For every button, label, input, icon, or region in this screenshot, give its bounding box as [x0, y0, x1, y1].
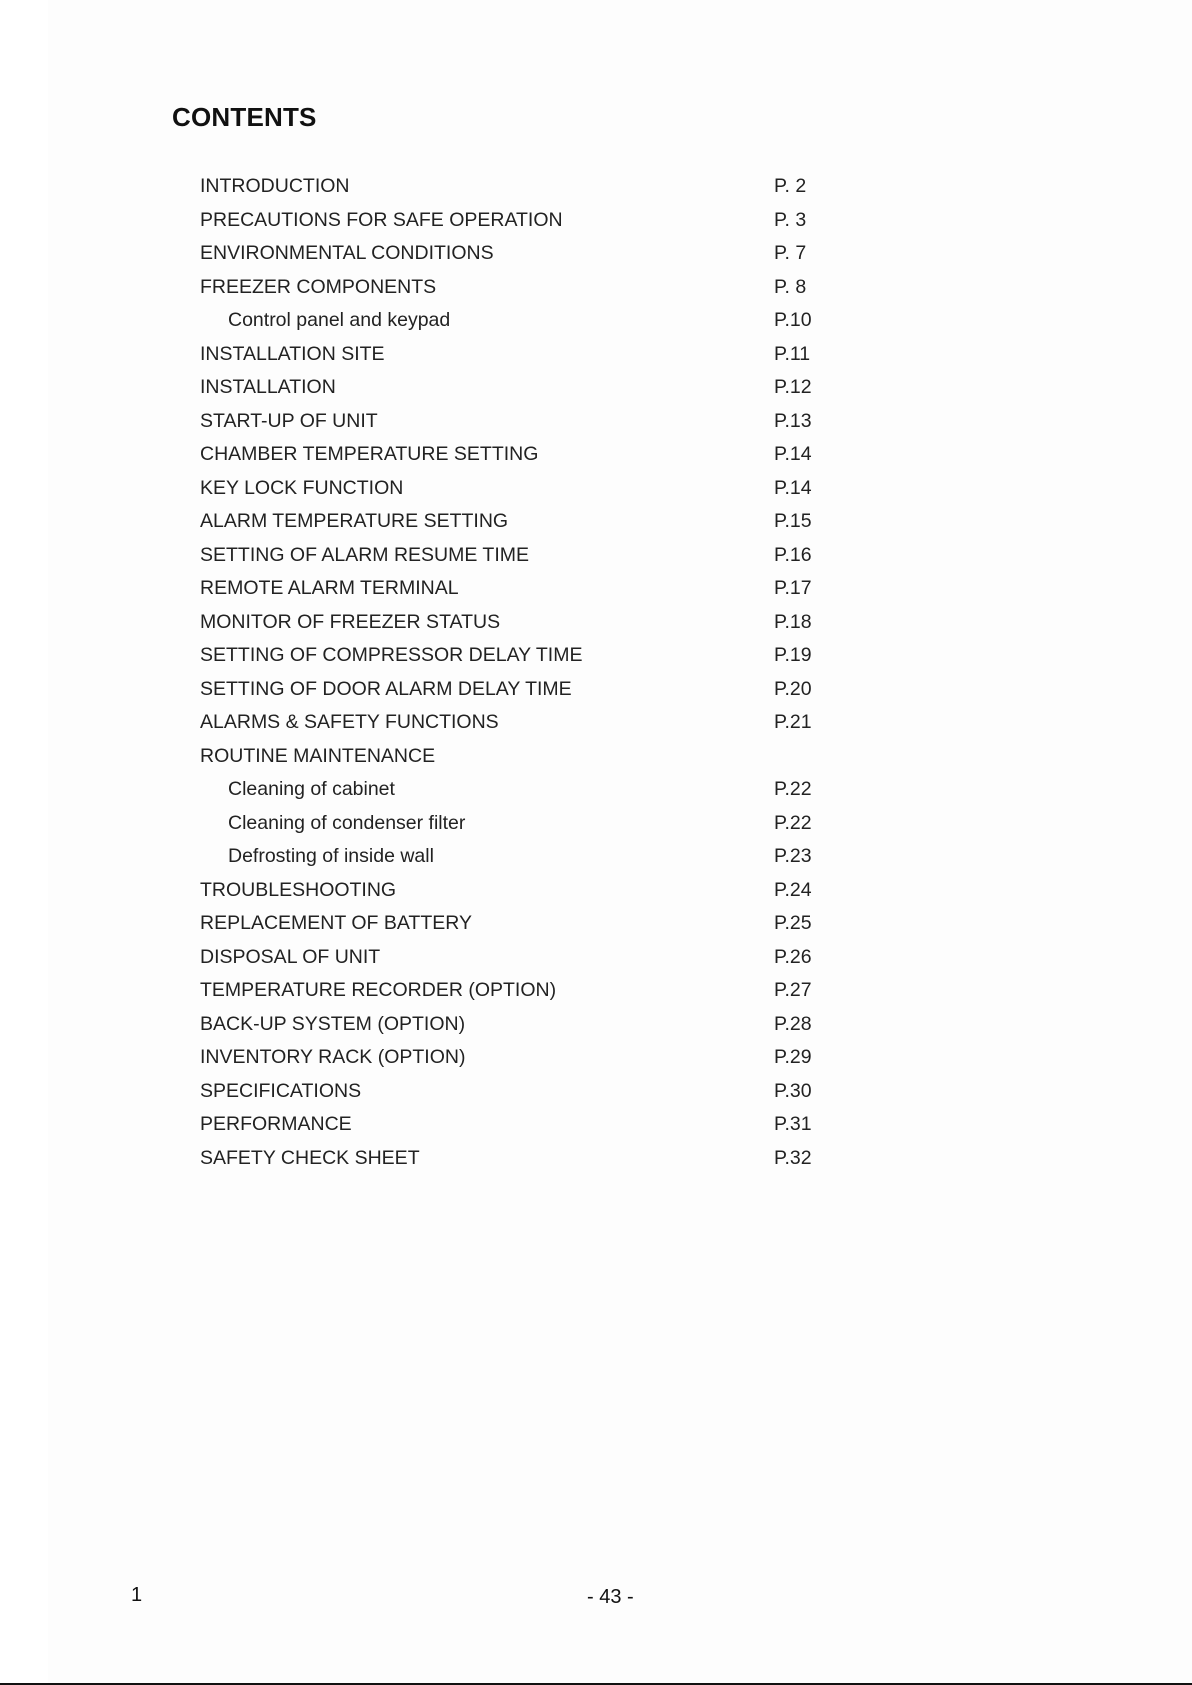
table-of-contents [200, 176, 840, 1181]
toc-entry [200, 980, 840, 1014]
toc-entry-title: CHAMBER TEMPERATURE SETTING [200, 443, 539, 465]
toc-entry [200, 1014, 840, 1048]
toc-entry-page: P.25 [774, 912, 812, 934]
toc-entry [200, 578, 840, 612]
toc-entry-page: P.10 [774, 309, 812, 331]
toc-entry-page: P.14 [774, 443, 812, 465]
toc-subentry [200, 310, 840, 344]
toc-entry-page: P.27 [774, 979, 812, 1001]
toc-entry-title: ENVIRONMENTAL CONDITIONS [200, 242, 494, 264]
toc-entry [200, 277, 840, 311]
toc-entry [200, 679, 840, 713]
toc-entry-title: INSTALLATION SITE [200, 342, 385, 365]
toc-entry-page: P. 7 [774, 242, 807, 264]
toc-entry-title: KEY LOCK FUNCTION [200, 476, 404, 499]
toc-entry-page: P.13 [774, 409, 812, 432]
toc-entry [200, 947, 840, 981]
toc-entry [200, 645, 840, 679]
toc-entry [200, 1047, 840, 1081]
toc-entry-title: PERFORMANCE [200, 1113, 352, 1135]
toc-entry-page: P. 8 [774, 275, 807, 298]
page-title: CONTENTS [172, 102, 317, 132]
toc-entry-title: TROUBLESHOOTING [200, 878, 397, 901]
toc-entry-page: P.21 [774, 711, 812, 733]
toc-entry-title: Cleaning of cabinet [228, 778, 395, 800]
toc-entry [200, 1148, 840, 1182]
toc-entry-page: P.18 [774, 610, 812, 633]
scan-margin [0, 0, 48, 1685]
toc-entry-page: P.30 [774, 1079, 812, 1102]
toc-entry [200, 176, 840, 210]
toc-entry [200, 712, 840, 746]
toc-entry-title: PRECAUTIONS FOR SAFE OPERATION [200, 208, 563, 231]
footer-page-number: - 43 - [587, 1586, 634, 1608]
toc-subentry [200, 779, 840, 813]
toc-entry-title: INVENTORY RACK (OPTION) [200, 1046, 466, 1068]
toc-entry-page: P.12 [774, 376, 812, 398]
toc-entry [200, 612, 840, 646]
toc-entry-title: ALARMS & SAFETY FUNCTIONS [200, 711, 499, 733]
toc-entry [200, 880, 840, 914]
toc-entry [200, 444, 840, 478]
toc-entry-page: P.22 [774, 778, 812, 800]
toc-entry [200, 377, 840, 411]
toc-entry-title: ALARM TEMPERATURE SETTING [200, 510, 509, 532]
toc-entry [200, 411, 840, 445]
toc-entry-title: REPLACEMENT OF BATTERY [200, 912, 472, 934]
toc-entry [200, 1081, 840, 1115]
toc-entry-title: DISPOSAL OF UNIT [200, 945, 381, 968]
toc-entry-title: SPECIFICATIONS [200, 1079, 362, 1102]
toc-entry-title: Control panel and keypad [228, 309, 451, 331]
toc-entry-page: P.26 [774, 945, 812, 968]
toc-entry [200, 746, 840, 780]
toc-entry-title: SAFETY CHECK SHEET [200, 1146, 420, 1169]
toc-entry-page: P.23 [774, 845, 812, 867]
toc-entry-page: P.15 [774, 510, 812, 532]
toc-entry-title: TEMPERATURE RECORDER (OPTION) [200, 979, 557, 1001]
toc-entry-page: P.19 [774, 644, 812, 666]
toc-entry [200, 210, 840, 244]
toc-entry-page: P.14 [774, 476, 812, 499]
toc-entry-title: INTRODUCTION [200, 175, 350, 197]
toc-entry-page: P. 3 [774, 208, 807, 231]
toc-subentry [200, 813, 840, 847]
toc-entry-page: P.20 [774, 677, 812, 700]
toc-entry [200, 545, 840, 579]
toc-entry-page: P.32 [774, 1146, 812, 1169]
toc-entry-title: START-UP OF UNIT [200, 409, 378, 432]
toc-entry-title: SETTING OF ALARM RESUME TIME [200, 543, 530, 566]
toc-entry-title: BACK-UP SYSTEM (OPTION) [200, 1012, 466, 1035]
toc-entry-title: Defrosting of inside wall [228, 845, 434, 867]
toc-entry-title: INSTALLATION [200, 376, 336, 398]
toc-entry [200, 478, 840, 512]
toc-subentry [200, 846, 840, 880]
toc-entry-title: ROUTINE MAINTENANCE [200, 744, 436, 767]
toc-entry [200, 1114, 840, 1148]
toc-entry-title: MONITOR OF FREEZER STATUS [200, 610, 501, 633]
toc-entry-page: P.31 [774, 1113, 812, 1135]
toc-entry [200, 511, 840, 545]
toc-entry-page: P.22 [774, 811, 812, 834]
toc-entry-title: FREEZER COMPONENTS [200, 275, 437, 298]
side-number: 1 [131, 1584, 143, 1606]
toc-entry-page: P.29 [774, 1046, 812, 1068]
toc-entry [200, 913, 840, 947]
toc-entry-title: SETTING OF DOOR ALARM DELAY TIME [200, 677, 572, 700]
toc-entry-title: REMOTE ALARM TERMINAL [200, 577, 459, 599]
toc-entry-title: SETTING OF COMPRESSOR DELAY TIME [200, 644, 583, 666]
toc-entry-page: P.16 [774, 543, 812, 566]
toc-entry-page: P.24 [774, 878, 812, 901]
toc-entry [200, 344, 840, 378]
toc-entry [200, 243, 840, 277]
toc-entry-page: P. 2 [774, 175, 807, 197]
toc-entry-title: Cleaning of condenser filter [228, 811, 466, 834]
toc-entry-page: P.17 [774, 577, 812, 599]
toc-entry-page: P.28 [774, 1012, 812, 1035]
toc-entry-page: P.11 [774, 342, 811, 365]
